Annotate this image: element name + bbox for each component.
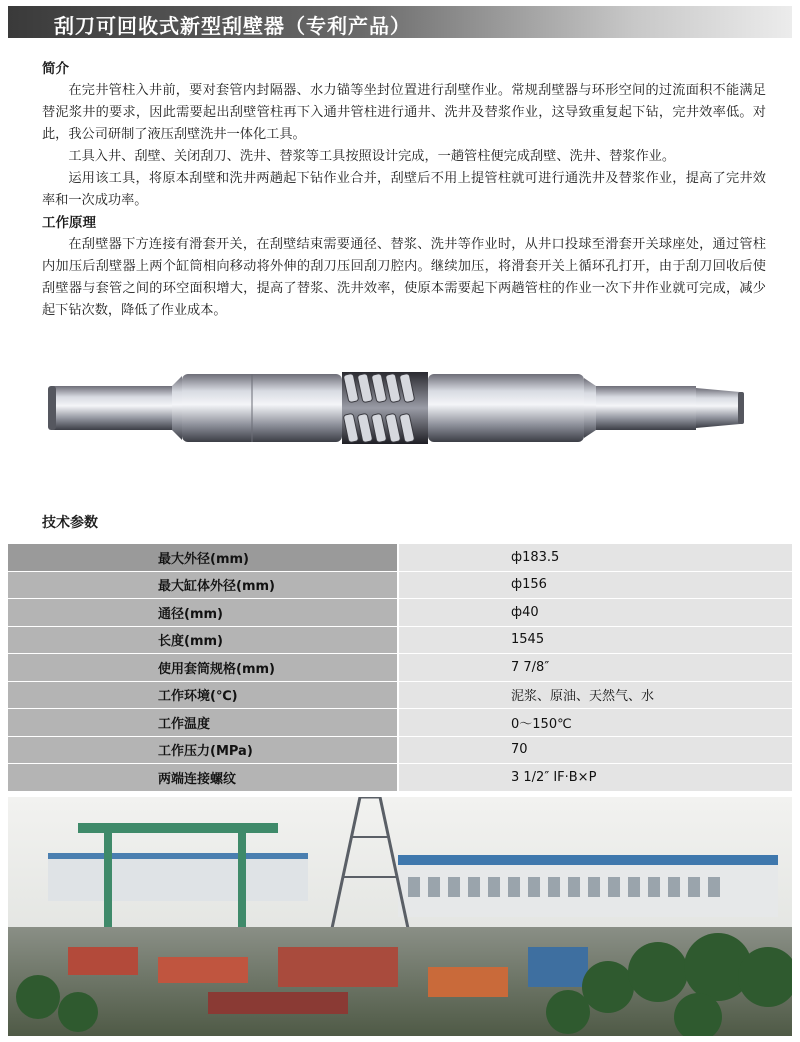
intro-paragraph-1: 在完井管柱入井前，要对套管内封隔器、水力锚等坐封位置进行刮壁作业。常规刮壁器与环形空间的过流面积不能满足替泥浆井的要求，因此需要起出刮壁管柱再下入通井管柱进行通井、洗井及替浆作业，这导致重复起下钻，完井效率低。对此，我公司研制了液压刮壁洗井一体化工具。 xyxy=(42,83,766,142)
page-title: 刮刀可回收式新型刮壁器（专利产品） xyxy=(54,14,411,38)
spec-label: 最大外径(mm) xyxy=(8,544,398,571)
principle-paragraph: 在刮壁器下方连接有滑套开关，在刮壁结束需要通径、替浆、洗井等作业时，从井口投球至滑套开关球座处，通过管柱内加压后刮壁器上两个缸筒相向移动将外伸的刮刀压回刮刀腔内。继续加压，将滑套开关上循环孔打开，由于刮刀回收后使刮壁器与套管之间的环空面积增大，提高了替浆、洗井效率，使原本需要起下两趟管柱的作业一次下井作业就可完成，减少起下钻次数，降低了作业成本。 xyxy=(42,237,766,318)
spec-value: ф183.5 xyxy=(398,544,792,571)
table-row xyxy=(8,681,792,709)
specs-heading: 技术参数 xyxy=(42,515,98,531)
spec-label: 最大缸体外径(mm) xyxy=(8,571,398,599)
factory-scene-illustration xyxy=(8,797,792,1036)
spec-value: 泥浆、原油、天然气、水 xyxy=(398,681,792,709)
spec-label: 两端连接螺纹 xyxy=(8,764,398,792)
title-bar xyxy=(8,6,792,38)
spec-label: 工作环境(℃) xyxy=(8,681,398,709)
spec-label: 工作压力(MPa) xyxy=(8,736,398,764)
principle-heading: 工作原理 xyxy=(42,215,96,231)
spec-value: 7 7/8″ xyxy=(398,654,792,682)
spec-label: 使用套筒规格(mm) xyxy=(8,654,398,682)
table-row xyxy=(8,544,792,571)
intro-heading: 简介 xyxy=(42,61,69,77)
scraper-tool-image xyxy=(40,352,760,472)
spec-value: 0～150℃ xyxy=(398,709,792,737)
table-row xyxy=(8,709,792,737)
table-row xyxy=(8,654,792,682)
table-row xyxy=(8,599,792,627)
intro-paragraph-2: 工具入井、刮壁、关闭刮刀、洗井、替浆等工具按照设计完成，一趟管柱便完成刮壁、洗井、替浆作业。 xyxy=(68,149,676,164)
table-row xyxy=(8,626,792,654)
factory-photo xyxy=(8,797,792,1036)
table-row xyxy=(8,736,792,764)
spec-label: 长度(mm) xyxy=(8,626,398,654)
text-content xyxy=(42,58,766,322)
spec-value: 1545 xyxy=(398,626,792,654)
table-row xyxy=(8,764,792,792)
specs-table xyxy=(8,544,792,792)
scraper-tool-illustration xyxy=(40,352,760,472)
spec-value: ф40 xyxy=(398,599,792,627)
table-row xyxy=(8,571,792,599)
spec-label: 工作温度 xyxy=(8,709,398,737)
spec-label: 通径(mm) xyxy=(8,599,398,627)
spec-value: ф156 xyxy=(398,571,792,599)
spec-value: 70 xyxy=(398,736,792,764)
spec-value: 3 1/2″ IF·B×P xyxy=(398,764,792,792)
intro-paragraph-3: 运用该工具，将原本刮壁和洗井两趟起下钻作业合并，刮壁后不用上提管柱就可进行通洗井及替浆作业，提高了完井效率和一次成功率。 xyxy=(42,171,766,208)
